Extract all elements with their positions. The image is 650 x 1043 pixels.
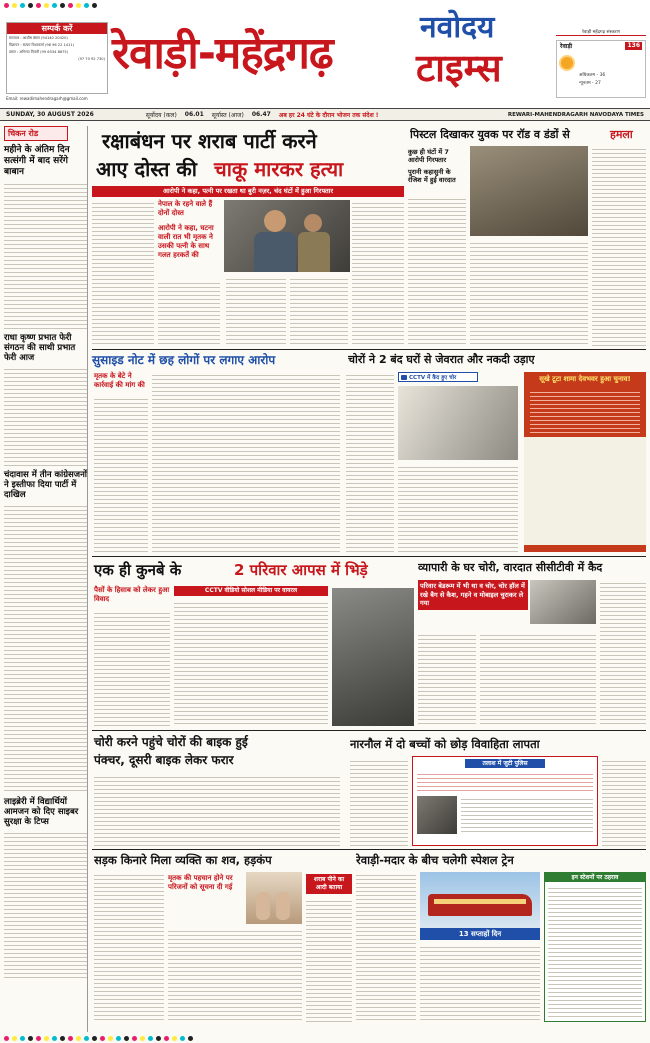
missing-photo bbox=[417, 796, 457, 834]
sidebar-headline-4: लाइब्रेरी में विद्यार्थियों आमजन को दिए साइबर सुरक्षा के टिप्स bbox=[4, 797, 79, 827]
paper-name: REWARI-MAHENDRAGARH NAVODAYA TIMES bbox=[507, 111, 644, 118]
weather-max: अधिकतम - 36 bbox=[579, 73, 606, 78]
sidebar-headline-3: चंदावास में तीन कांग्रेसजनों ने इस्तीफा दिया पार्टी में दाखिल bbox=[4, 470, 88, 500]
row5-right-headline: रेवाड़ी-मदार के बीच चलेगी स्पेशल ट्रेन bbox=[356, 853, 514, 867]
stops-box-title: इन स्टेशनों पर ठहराव bbox=[545, 873, 645, 882]
sidebar-body bbox=[4, 830, 87, 980]
weather-box bbox=[556, 40, 646, 98]
advert-panel bbox=[524, 437, 646, 545]
divider bbox=[92, 730, 646, 731]
contact-line: (97 70 92 730) bbox=[78, 57, 105, 61]
contact-box-title: सम्पर्क करें bbox=[7, 23, 107, 34]
lead-body-col3 bbox=[226, 276, 286, 346]
row2-right-photo bbox=[398, 386, 518, 460]
row2-left-body bbox=[94, 396, 148, 552]
row4-right-headline: नारनौल में दो बच्चों को छोड़ विवाहिता लापता bbox=[350, 737, 540, 751]
row5-right-body bbox=[356, 872, 416, 1022]
sidebar-tag: चिकन रोड bbox=[4, 126, 68, 141]
row5-left-body bbox=[168, 928, 302, 1022]
right-top-photo bbox=[470, 146, 588, 236]
sidebar-body bbox=[4, 503, 87, 793]
row5-left-sub: मृतक की पहचान होने पर परिजनों को सूचना दी गई bbox=[168, 874, 233, 891]
stops-box-body bbox=[548, 885, 642, 1017]
weather-min: न्यूनतम - 27 bbox=[579, 81, 601, 86]
sidebar-body bbox=[4, 366, 87, 466]
row2-left-sub: मृतक के बेटे ने कार्रवाई की मांग की bbox=[94, 372, 145, 389]
cctv-tag bbox=[398, 372, 478, 382]
row3-right-body bbox=[480, 632, 596, 726]
train-caption: 13 सप्ताहों दिन bbox=[420, 928, 540, 940]
lead-deck: आरोपी ने कहा, पत्नी पर रखता था बुरी नज़र, चंद घंटों में हुआ गिरफ्तार bbox=[92, 186, 404, 197]
camera-icon bbox=[401, 375, 407, 380]
lead-body-col1 bbox=[92, 200, 154, 346]
advert-box bbox=[524, 372, 646, 552]
right-top-body bbox=[592, 146, 646, 346]
registration-dots-top bbox=[0, 1, 650, 9]
lead-body-col2 bbox=[158, 280, 220, 346]
row2-left-body bbox=[152, 372, 340, 552]
contact-line: समाचार : आशीष बंसल (94140 20420) bbox=[9, 36, 68, 40]
cctv-tag-label: CCTV में कैद हुए चोर bbox=[409, 375, 457, 381]
sunset-time: 06.47 bbox=[251, 111, 271, 118]
train-photo bbox=[420, 872, 540, 928]
sidebar-body bbox=[4, 181, 87, 329]
lead-body-col4 bbox=[290, 276, 348, 346]
alcohol-badge: शराब पीने का आदी बताया bbox=[306, 874, 352, 894]
divider bbox=[92, 349, 646, 350]
row5-left-headline: सड़क किनारे मिला व्यक्ति का शव, हड़कंप bbox=[94, 853, 272, 867]
row3-right-headline: व्यापारी के घर चोरी, वारदात सीसीटीवी में कैद bbox=[418, 561, 603, 574]
dateline-bar bbox=[0, 108, 650, 121]
row3-right-body bbox=[600, 580, 646, 726]
row3-left-sub: पैसों के हिसाब को लेकर हुआ विवाद bbox=[94, 586, 170, 603]
row4-left-body bbox=[94, 774, 340, 846]
divider bbox=[92, 849, 646, 850]
row5-left-body bbox=[306, 898, 352, 1022]
row2-right-body bbox=[398, 464, 518, 552]
lead-quote-1: नेपाल के रहने वाले हैं दोनों दोस्त bbox=[158, 200, 213, 217]
row3-right-photo bbox=[530, 580, 596, 624]
row4-left-headline-1: चोरी करने पहुंचे चोरों की बाइक हुई bbox=[94, 735, 248, 749]
missing-notice-body bbox=[461, 796, 593, 834]
cctv-viral-banner: CCTV वीडियो सोशल मीडिया पर वायरल bbox=[174, 586, 328, 596]
lead-quote-2: आरोपी ने कहा, घटना वाली रात भी मृतक ने उसकी पत्नी के साथ गलत हरकतें की bbox=[158, 224, 214, 259]
lead-headline-line2a: आए दोस्त की bbox=[96, 157, 197, 181]
contact-line: प्रसार : अभिनव तिवारी (99 6534 8675) bbox=[9, 50, 69, 54]
sidebar-headline-2: राधा कृष्ण प्रभात फेरी संगठन की साथी प्रभात फेरी आज bbox=[4, 333, 76, 363]
row2-left-headline: सुसाइड नोट में छह लोगों पर लगाए आरोप bbox=[92, 353, 276, 367]
stops-box bbox=[544, 872, 646, 1022]
edition-tag: रेवाड़ी महेंद्रगढ़ संस्करण bbox=[556, 30, 646, 36]
missing-notice-box bbox=[412, 756, 598, 846]
row5-left-body bbox=[94, 872, 164, 1022]
advert-body bbox=[530, 389, 640, 435]
lead-body-col5 bbox=[352, 200, 404, 346]
registration-dots-bottom bbox=[0, 1034, 650, 1042]
row3-left-body bbox=[174, 600, 328, 726]
right-top-bullet-1: कुछ ही घंटों में 7 आरोपी गिरफ्तार bbox=[408, 148, 449, 164]
row5-right-body bbox=[420, 944, 540, 1022]
right-top-body bbox=[470, 240, 588, 346]
row2-right-headline: चोरों ने 2 बंद घरों से जेवरात और नकदी उड़ाए bbox=[348, 353, 535, 366]
sunrise-label: सूर्योदय (कल) bbox=[145, 111, 177, 119]
masthead-title: रेवाड़ी-महेंद्रगढ़ bbox=[112, 28, 333, 79]
missing-notice-body bbox=[417, 771, 593, 793]
row2-right-body bbox=[346, 372, 394, 552]
sidebar bbox=[4, 126, 88, 1032]
sunset-label: सूर्यास्त (आज) bbox=[211, 111, 244, 119]
sun-icon bbox=[561, 57, 573, 69]
row3-right-body bbox=[418, 632, 476, 726]
sidebar-headline-1: महीने के अंतिम दिन सत्संगी में बाद सरेंगे बाबान bbox=[4, 145, 70, 177]
contact-email: Email: rewadimahendragarh@gmail.com bbox=[6, 96, 88, 101]
brand-top: नवोदय bbox=[420, 10, 495, 45]
row4-left-headline-2: पंक्चर, दूसरी बाइक लेकर फरार bbox=[94, 753, 234, 767]
dateline-highlight: अब हर 24 घंटे के दौरान भोजन तक संदेश ! bbox=[278, 111, 379, 119]
divider bbox=[92, 556, 646, 557]
lead-headline-line2b: चाकू मारकर हत्या bbox=[214, 157, 344, 181]
row4-right-body bbox=[350, 758, 408, 846]
contact-box bbox=[6, 22, 108, 94]
contact-line: विज्ञापन : सत्यम विश्वकर्मा (98 96 22 1411) bbox=[9, 43, 75, 47]
weather-temp: 136 bbox=[627, 42, 640, 49]
lead-photo bbox=[224, 200, 350, 272]
row3-left-headline-b: 2 परिवार आपस में भिड़े bbox=[234, 561, 368, 579]
brand-bottom: टाइम्स bbox=[416, 46, 502, 90]
row3-right-sub: परिवार बेडरूम में भी था व चोर, चोर हॉल में रखे बैग से कैश, गहने व मोबाइल चुराकर ले गया bbox=[418, 580, 528, 610]
sunrise-time: 06.01 bbox=[184, 111, 204, 118]
right-top-headline-b: हमला bbox=[610, 128, 633, 141]
weather-city: रेवाड़ी bbox=[560, 43, 573, 50]
date-text: SUNDAY, 30 AUGUST 2026 bbox=[6, 111, 94, 118]
row3-left-headline-a: एक ही कुनबे के bbox=[94, 561, 182, 579]
right-top-bullet-2: पुरानी कहासुनी के रंजिश में हुई वारदात bbox=[408, 168, 456, 184]
advert-title: सूखे टूटा शामा देवभवर हुआ चुनाव! bbox=[539, 375, 631, 383]
right-top-body bbox=[408, 196, 466, 346]
right-top-headline-a: पिस्टल दिखाकर युवक पर रॉड व डंडों से bbox=[410, 128, 570, 141]
lead-headline-line1: रक्षाबंधन पर शराब पार्टी करने bbox=[102, 129, 317, 153]
row3-left-body bbox=[94, 610, 170, 726]
row5-photo bbox=[246, 872, 302, 924]
missing-notice-title: तलाश में जुटी पुलिस bbox=[465, 759, 545, 768]
row3-photo bbox=[332, 588, 414, 726]
row4-right-body bbox=[602, 758, 646, 846]
